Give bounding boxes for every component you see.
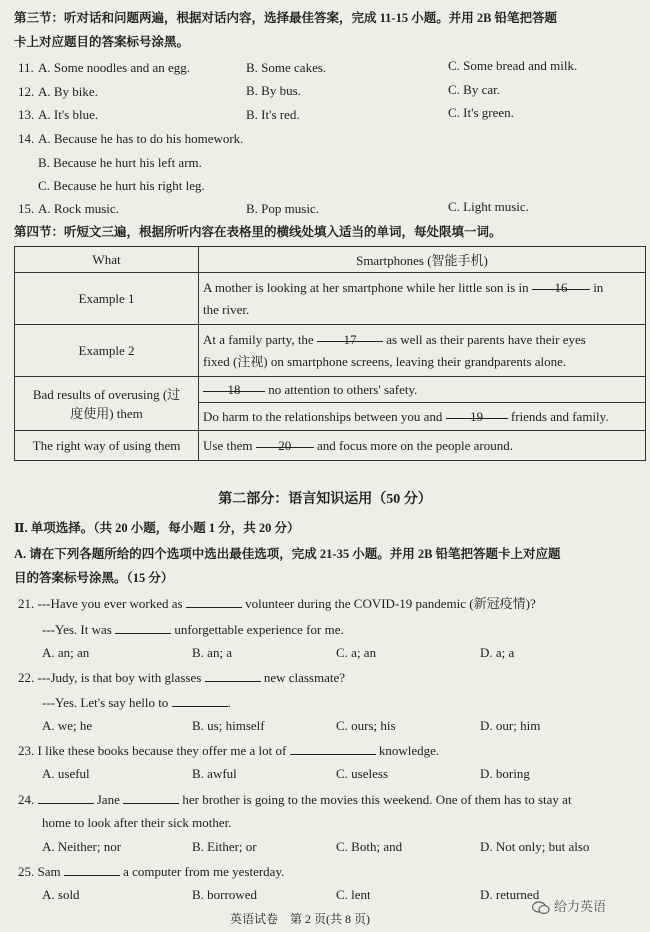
q21-option-c: C. a; an: [336, 645, 377, 660]
example1-text-c: the river.: [203, 301, 250, 317]
blank-18: 18: [203, 379, 265, 392]
bad-results-label-b: 度使用) them: [70, 405, 143, 421]
q11-num: 11.: [18, 60, 34, 75]
blank-17: 17: [317, 329, 383, 342]
q13-num: 13.: [18, 107, 35, 122]
q24-option-a: A. Neither; nor: [42, 839, 122, 854]
bad-results-label-a: Bad results of overusing (过: [32, 386, 181, 402]
q22-line2-a: ---Yes. Let's say hello to: [42, 695, 169, 710]
blank-20: 20: [256, 435, 314, 448]
q22-stem: [18, 669, 345, 686]
table-header-topic: Smartphones (智能手机): [199, 247, 646, 273]
q22-option-c: C. ours; his: [336, 718, 396, 733]
bad-result-1-text: no attention to others' safety.: [268, 381, 418, 397]
blank-16: 16: [532, 277, 590, 290]
page-footer: 英语试卷 第 2 页(共 8 页): [230, 912, 370, 926]
right-way-text: [199, 431, 646, 461]
q24-num: 24.: [18, 792, 35, 807]
q25-text-b: a computer from me yesterday.: [123, 864, 285, 879]
q23-option-a: A. useful: [42, 766, 90, 781]
part2-title: 第二部分：语言知识运用（50 分）: [218, 492, 432, 507]
q22-num: 22.: [18, 670, 35, 685]
q12-option-a: A. By bike.: [38, 84, 98, 99]
q25-option-a: A. sold: [42, 887, 80, 902]
q21-blank-2: [115, 621, 171, 634]
q15-option-a: A. Rock music.: [38, 201, 119, 216]
wechat-icon: [532, 901, 550, 915]
example1-label: Example 1: [15, 273, 199, 325]
example2-text: [199, 325, 646, 377]
q24-blank-1: [38, 791, 94, 804]
right-way-text-b: and focus more on the people around.: [316, 437, 513, 453]
q23-num: 23.: [18, 743, 35, 758]
q21-line2-b: unforgettable experience for me.: [174, 622, 344, 637]
bad-result-2-text-b: friends and family.: [510, 408, 609, 424]
q15-num: 15.: [18, 201, 35, 216]
q13-option-c: C. It's green.: [448, 105, 514, 120]
bad-result-2-text-a: Do harm to the relationships between you and: [203, 408, 443, 424]
q23-text-a: I like these books because they offer me a lot of: [37, 743, 287, 758]
section3-title: 第三节：听对话和问题两遍，根据对话内容，选择最佳答案，完成 11-15 小题。并用 2B 铅笔把答题: [14, 11, 558, 25]
q24-option-d: D. Not only; but also: [480, 839, 590, 854]
bad-result-1: [199, 377, 646, 403]
q21-text-a: ---Have you ever worked as: [37, 596, 183, 611]
q12-option-c: C. By car.: [448, 82, 500, 97]
q22-stem-line2: [42, 694, 231, 711]
q25-num: 25.: [18, 864, 35, 879]
q21-option-d: D. a; a: [480, 645, 515, 660]
right-way-label: The right way of using them: [15, 431, 199, 461]
q24-stem-line2: home to look after their sick mother.: [42, 815, 232, 830]
q22-text-a: ---Judy, is that boy with glasses: [37, 670, 202, 685]
section3-title-cont: 卡上对应题目的答案标号涂黑。: [14, 35, 190, 49]
q12-num: 12.: [18, 84, 35, 99]
example2-text-c: fixed (注视) on smartphone screens, leaving their grandparents alone.: [203, 353, 567, 369]
bad-results-label: [15, 377, 199, 431]
bad-result-2: [199, 403, 646, 431]
q14-option-c: C. Because he hurt his right leg.: [38, 178, 205, 193]
q14-option-a: A. Because he has to do his homework.: [38, 131, 244, 146]
q22-blank-2: [172, 694, 228, 707]
q21-line2-a: ---Yes. It was: [42, 622, 112, 637]
q24-option-b: B. Either; or: [192, 839, 257, 854]
q21-num: 21.: [18, 596, 35, 611]
q25-option-c: C. lent: [336, 887, 371, 902]
q24-blank-2: [123, 791, 179, 804]
q25-text-a: Sam: [37, 864, 61, 879]
q24-text-a: Jane: [96, 792, 120, 807]
section4-table: [14, 246, 646, 461]
watermark: [532, 896, 606, 915]
q23-option-b: B. awful: [192, 766, 237, 781]
q23-text-b: knowledge.: [378, 743, 440, 758]
q15-option-c: C. Light music.: [448, 199, 529, 214]
single-choice-title: Ⅱ. 单项选择。（共 20 小题，每小题 1 分，共 20 分）: [14, 521, 300, 535]
q15-option-b: B. Pop music.: [246, 201, 319, 216]
q23-option-c: C. useless: [336, 766, 388, 781]
q22-line2-b: .: [227, 695, 231, 710]
q24-option-c: C. Both; and: [336, 839, 403, 854]
example1-text-b: in: [593, 279, 604, 295]
q14-num: 14.: [18, 131, 35, 146]
q13-option-a: A. It's blue.: [38, 107, 99, 122]
watermark-text: 给力英语: [554, 900, 607, 915]
q13-option-b: B. It's red.: [246, 107, 300, 122]
q12-option-b: B. By bus.: [246, 83, 301, 98]
q24-stem: [18, 791, 572, 808]
example1-text: [199, 273, 646, 325]
q21-blank-1: [186, 595, 242, 608]
q25-option-b: B. borrowed: [192, 887, 257, 902]
q14-option-b: B. Because he hurt his left arm.: [38, 155, 202, 170]
q22-option-b: B. us; himself: [192, 718, 265, 733]
example1-text-a: A mother is looking at her smartphone while her little son is in: [203, 279, 529, 295]
q23-blank: [290, 742, 376, 755]
q21-option-a: A. an; an: [42, 645, 90, 660]
q23-option-d: D. boring: [480, 766, 530, 781]
q22-blank-1: [205, 669, 261, 682]
example2-text-a: At a family party, the: [203, 331, 314, 347]
q22-text-b: new classmate?: [263, 670, 346, 685]
q21-option-b: B. an; a: [192, 645, 233, 660]
q24-text-b: her brother is going to the movies this weekend. One of them has to stay at: [182, 792, 572, 807]
q25-stem: [18, 863, 284, 880]
q25-option-d: D. returned: [480, 887, 540, 902]
q11-option-a: A. Some noodles and an egg.: [38, 60, 191, 75]
example2-label: Example 2: [15, 325, 199, 377]
part-a-instruction-cont: 目的答案标号涂黑。（15 分）: [14, 571, 174, 585]
q11-option-b: B. Some cakes.: [246, 60, 327, 75]
table-header-what: What: [15, 247, 199, 273]
q21-stem-line2: [42, 621, 344, 638]
section4-title: 第四节：听短文三遍，根据所听内容在表格里的横线处填入适当的单词，每处限填一词。: [14, 225, 502, 239]
example2-text-b: as well as their parents have their eyes: [386, 331, 586, 347]
q22-option-d: D. our; him: [480, 718, 541, 733]
blank-19: 19: [446, 406, 508, 419]
q23-stem: [18, 742, 439, 759]
q11-option-c: C. Some bread and milk.: [448, 58, 578, 73]
right-way-text-a: Use them: [203, 437, 253, 453]
part-a-instruction: A. 请在下列各题所给的四个选项中选出最佳选项，完成 21-35 小题。并用 2B 铅笔把答题卡上对应题: [14, 547, 561, 561]
q21-stem: [18, 595, 536, 612]
q25-blank: [64, 863, 120, 876]
q21-text-b: volunteer during the COVID-19 pandemic (新冠疫情)?: [245, 596, 536, 611]
q22-option-a: A. we; he: [42, 718, 93, 733]
